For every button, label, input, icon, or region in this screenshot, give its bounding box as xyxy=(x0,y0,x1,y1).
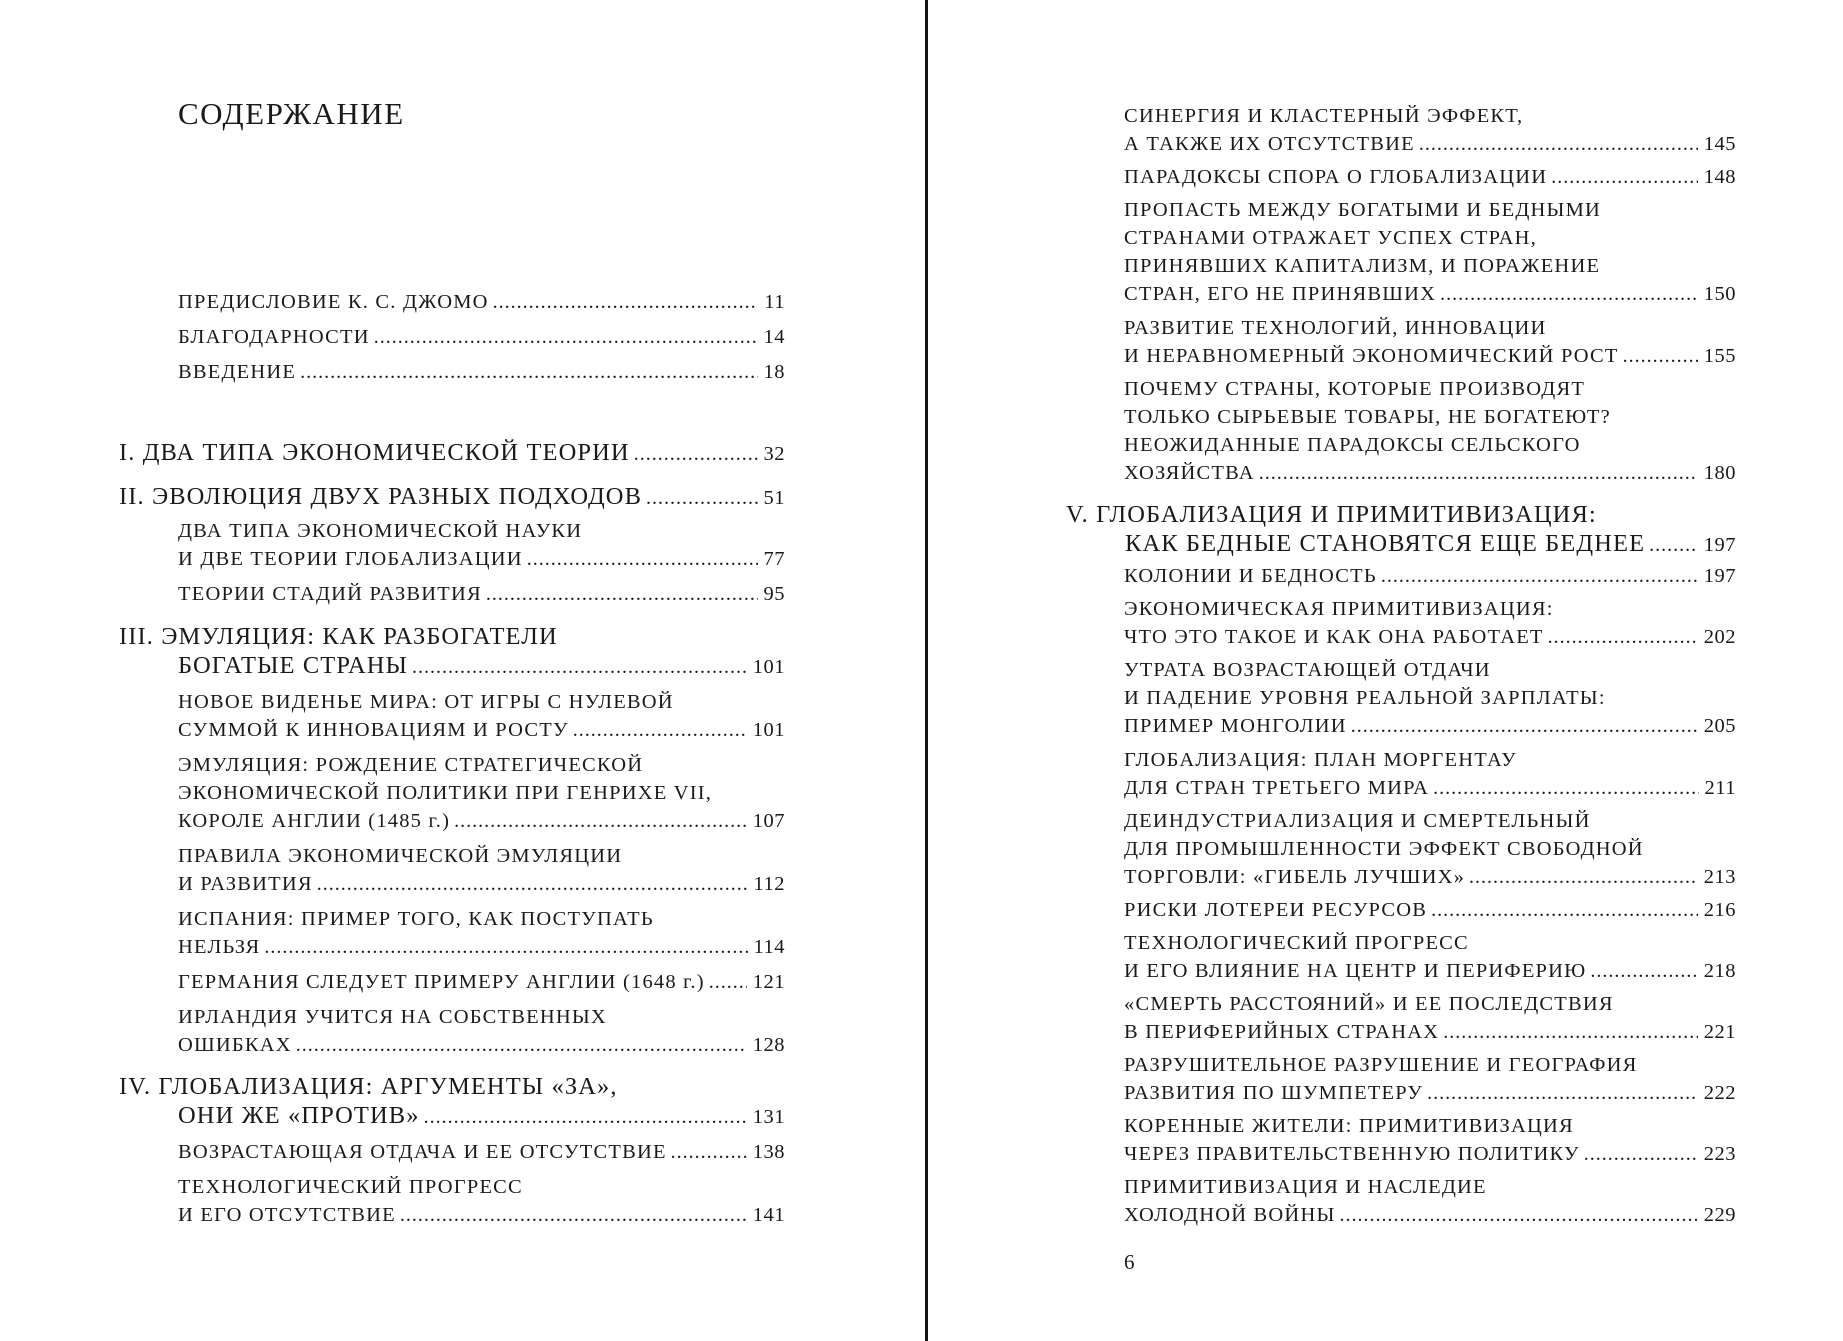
entry-page-number: 141 xyxy=(752,1204,785,1226)
entry-title-line: НЕОЖИДАННЫЕ ПАРАДОКСЫ СЕЛЬСКОГО xyxy=(1124,434,1581,456)
toc-entry[interactable] xyxy=(1124,990,1736,1046)
dot-leader xyxy=(646,484,757,513)
entry-title-line: УТРАТА ВОЗРАСТАЮЩЕЙ ОТДАЧИ xyxy=(1124,659,1491,681)
entry-title-line: КОРОЛЕ АНГЛИИ (1485 г.) xyxy=(178,810,451,832)
entry-title-line: ПОЧЕМУ СТРАНЫ, КОТОРЫЕ ПРОИЗВОДЯТ xyxy=(1124,378,1586,400)
toc-entry[interactable] xyxy=(178,688,785,744)
entry-title-line: СУММОЙ К ИННОВАЦИЯМ И РОСТУ xyxy=(178,719,569,741)
entry-page-number: 216 xyxy=(1703,899,1736,921)
entry-page-number: 222 xyxy=(1703,1082,1736,1104)
dot-leader xyxy=(493,288,759,316)
dot-leader xyxy=(1351,712,1698,740)
toc-entry[interactable] xyxy=(1124,896,1736,924)
entry-title-line: РАЗВИТИЕ ТЕХНОЛОГИЙ, ИННОВАЦИИ xyxy=(1124,317,1547,339)
toc-chapter-1[interactable] xyxy=(119,438,785,469)
dot-leader xyxy=(424,1103,747,1132)
chapter-title-line: IV. ГЛОБАЛИЗАЦИЯ: АРГУМЕНТЫ «ЗА», xyxy=(119,1073,618,1100)
chapter-title-line: БОГАТЫЕ СТРАНЫ xyxy=(178,652,409,679)
toc-entry[interactable] xyxy=(1124,929,1736,985)
entry-page-number: 180 xyxy=(1703,462,1736,484)
entry-page-number: 218 xyxy=(1703,960,1736,982)
entry-title-line: ЧТО ЭТО ТАКОЕ И КАК ОНА РАБОТАЕТ xyxy=(1124,626,1544,648)
entry-title-line: КОЛОНИИ И БЕДНОСТЬ xyxy=(1124,565,1377,587)
toc-chapter-2[interactable] xyxy=(119,482,785,513)
entry-title-line: СТРАНАМИ ОТРАЖАЕТ УСПЕХ СТРАН, xyxy=(1124,227,1537,249)
toc-entry[interactable] xyxy=(1124,196,1736,308)
entry-title-line: ВОЗРАСТАЮЩАЯ ОТДАЧА И ЕЕ ОТСУТСТВИЕ xyxy=(178,1141,667,1163)
chapter-title-line: КАК БЕДНЫЕ СТАНОВЯТСЯ ЕЩЕ БЕДНЕЕ xyxy=(1125,530,1646,557)
entry-title-line: ПРИМИТИВИЗАЦИЯ И НАСЛЕДИЕ xyxy=(1124,1176,1487,1198)
entry-page-number: 128 xyxy=(752,1034,785,1056)
entry-page-number: 95 xyxy=(763,583,785,605)
entry-title-line: А ТАКЖЕ ИХ ОТСУТСТВИЕ xyxy=(1124,133,1415,155)
entry-page-number: 202 xyxy=(1703,626,1736,648)
dot-leader xyxy=(486,580,758,608)
toc-entry[interactable] xyxy=(1124,746,1736,802)
entry-title-line: И ЕГО ОТСУТСТВИЕ xyxy=(178,1204,396,1226)
dot-leader xyxy=(1469,863,1698,891)
toc-entry[interactable] xyxy=(178,751,785,835)
entry-title-line: ВВЕДЕНИЕ xyxy=(178,361,297,383)
entry-page-number: 114 xyxy=(753,936,785,958)
entry-title-line: И ЕГО ВЛИЯНИЕ НА ЦЕНТР И ПЕРИФЕРИЮ xyxy=(1124,960,1587,982)
dot-leader xyxy=(527,545,758,573)
entry-title-line: В ПЕРИФЕРИЙНЫХ СТРАНАХ xyxy=(1124,1021,1440,1043)
entry-title-line: ЭКОНОМИЧЕСКАЯ ПРИМИТИВИЗАЦИЯ: xyxy=(1124,598,1554,620)
entry-title-line: ХОЛОДНОЙ ВОЙНЫ xyxy=(1124,1204,1336,1226)
dot-leader xyxy=(1584,1140,1698,1168)
entry-page-number: 229 xyxy=(1703,1204,1736,1226)
entry-title-line: ИРЛАНДИЯ УЧИТСЯ НА СОБСТВЕННЫХ xyxy=(178,1006,607,1028)
entry-title-line: ПРАВИЛА ЭКОНОМИЧЕСКОЙ ЭМУЛЯЦИИ xyxy=(178,845,623,867)
toc-chapter-5[interactable] xyxy=(1066,500,1736,560)
entry-page-number: 197 xyxy=(1703,534,1736,556)
entry-page-number: 131 xyxy=(752,1106,785,1128)
dot-leader xyxy=(1649,531,1698,560)
dot-leader xyxy=(296,1031,747,1059)
entry-title-line: И НЕРАВНОМЕРНЫЙ ЭКОНОМИЧЕСКИЙ РОСТ xyxy=(1124,345,1619,367)
dot-leader xyxy=(1381,562,1698,590)
entry-page-number: 145 xyxy=(1703,133,1736,155)
chapter-title-line: III. ЭМУЛЯЦИЯ: КАК РАЗБОГАТЕЛИ xyxy=(119,623,558,650)
chapter-title-line: V. ГЛОБАЛИЗАЦИЯ И ПРИМИТИВИЗАЦИЯ: xyxy=(1066,501,1597,528)
dot-leader xyxy=(400,1201,747,1229)
entry-title-line: ЭМУЛЯЦИЯ: РОЖДЕНИЕ СТРАТЕГИЧЕСКОЙ xyxy=(178,754,644,776)
entry-title-line: РАЗВИТИЯ ПО ШУМПЕТЕРУ xyxy=(1124,1082,1424,1104)
entry-title-line: ДЛЯ СТРАН ТРЕТЬЕГО МИРА xyxy=(1124,777,1430,799)
toc-entry[interactable] xyxy=(178,1173,785,1229)
toc-entry[interactable] xyxy=(1124,163,1736,191)
entry-page-number: 197 xyxy=(1703,565,1736,587)
page-number: 6 xyxy=(1124,1250,1135,1274)
dot-leader xyxy=(1551,163,1697,191)
toc-entry[interactable] xyxy=(178,1003,785,1059)
entry-title-line: И РАЗВИТИЯ xyxy=(178,873,313,895)
entry-page-number: 32 xyxy=(763,443,785,465)
entry-title-line: НЕЛЬЗЯ xyxy=(178,936,261,958)
dot-leader xyxy=(1427,1079,1698,1107)
entry-title-line: РАЗРУШИТЕЛЬНОЕ РАЗРУШЕНИЕ И ГЕОГРАФИЯ xyxy=(1124,1054,1638,1076)
entry-title-line: НОВОЕ ВИДЕНЬЕ МИРА: ОТ ИГРЫ С НУЛЕВОЙ xyxy=(178,691,674,713)
toc-entry-preface[interactable] xyxy=(178,288,785,316)
entry-page-number: 138 xyxy=(752,1141,785,1163)
toc-entry[interactable] xyxy=(1124,314,1736,370)
entry-page-number: 77 xyxy=(763,548,785,570)
chapter-title-line: ОНИ ЖЕ «ПРОТИВ» xyxy=(178,1102,420,1129)
toc-entry[interactable] xyxy=(1124,1112,1736,1168)
chapter-title-line: I. ДВА ТИПА ЭКОНОМИЧЕСКОЙ ТЕОРИИ xyxy=(119,439,630,466)
entry-title-line: ОШИБКАХ xyxy=(178,1034,292,1056)
toc-entry[interactable] xyxy=(1124,1051,1736,1107)
entry-page-number: 205 xyxy=(1703,715,1736,737)
entry-page-number: 211 xyxy=(1704,777,1736,799)
entry-title-line: КОРЕННЫЕ ЖИТЕЛИ: ПРИМИТИВИЗАЦИЯ xyxy=(1124,1115,1574,1137)
toc-title: СОДЕРЖАНИЕ xyxy=(178,96,405,131)
entry-title-line: ТЕОРИИ СТАДИЙ РАЗВИТИЯ xyxy=(178,583,482,605)
entry-title-line: И ПАДЕНИЕ УРОВНЯ РЕАЛЬНОЙ ЗАРПЛАТЫ: xyxy=(1124,687,1606,709)
toc-entry[interactable] xyxy=(1124,102,1736,158)
toc-entry[interactable] xyxy=(1124,807,1736,891)
entry-page-number: 150 xyxy=(1703,283,1736,305)
entry-title-line: СТРАН, ЕГО НЕ ПРИНЯВШИХ xyxy=(1124,283,1437,305)
entry-title-line: ИСПАНИЯ: ПРИМЕР ТОГО, КАК ПОСТУПАТЬ xyxy=(178,908,654,930)
entry-title-line: И ДВЕ ТЕОРИИ ГЛОБАЛИЗАЦИИ xyxy=(178,548,523,570)
dot-leader xyxy=(412,653,747,682)
dot-leader xyxy=(709,968,747,996)
entry-title-line: ДВА ТИПА ЭКОНОМИЧЕСКОЙ НАУКИ xyxy=(178,520,583,542)
entry-title-line: ГЛОБАЛИЗАЦИЯ: ПЛАН МОРГЕНТАУ xyxy=(1124,749,1517,771)
entry-title-line: ЭКОНОМИЧЕСКОЙ ПОЛИТИКИ ПРИ ГЕНРИХЕ VII, xyxy=(178,782,713,804)
toc-entry-acknowledgments[interactable] xyxy=(178,323,785,351)
entry-page-number: 51 xyxy=(763,487,785,509)
toc-entry[interactable] xyxy=(1124,375,1736,487)
entry-title-line: БЛАГОДАРНОСТИ xyxy=(178,326,370,348)
entry-page-number: 121 xyxy=(752,971,785,993)
toc-entry[interactable] xyxy=(178,1138,785,1166)
entry-page-number: 101 xyxy=(752,719,785,741)
dot-leader xyxy=(671,1138,747,1166)
entry-title-line: ТОРГОВЛИ: «ГИБЕЛЬ ЛУЧШИХ» xyxy=(1124,866,1466,888)
entry-title-line: ЧЕРЕЗ ПРАВИТЕЛЬСТВЕННУЮ ПОЛИТИКУ xyxy=(1124,1143,1580,1165)
entry-title-line: ПРЕДИСЛОВИЕ К. С. ДЖОМО xyxy=(178,291,489,313)
toc-chapter-3[interactable] xyxy=(119,622,785,682)
dot-leader xyxy=(1548,623,1698,651)
entry-title-line: ДЛЯ ПРОМЫШЛЕННОСТИ ЭФФЕКТ СВОБОДНОЙ xyxy=(1124,838,1644,860)
toc-entry[interactable] xyxy=(178,580,785,608)
entry-page-number: 221 xyxy=(1703,1021,1736,1043)
entry-title-line: СИНЕРГИЯ И КЛАСТЕРНЫЙ ЭФФЕКТ, xyxy=(1124,105,1524,127)
entry-title-line: ТОЛЬКО СЫРЬЕВЫЕ ТОВАРЫ, НЕ БОГАТЕЮТ? xyxy=(1124,406,1611,428)
entry-title-line: ТЕХНОЛОГИЧЕСКИЙ ПРОГРЕСС xyxy=(1124,932,1469,954)
entry-title-line: ПРИНЯВШИХ КАПИТАЛИЗМ, И ПОРАЖЕНИЕ xyxy=(1124,255,1601,277)
entry-page-number: 101 xyxy=(752,656,785,678)
dot-leader xyxy=(1259,459,1698,487)
toc-entry[interactable] xyxy=(1124,1173,1736,1229)
dot-leader xyxy=(1419,130,1698,158)
dot-leader xyxy=(1340,1201,1698,1229)
dot-leader xyxy=(264,933,747,961)
entry-page-number: 107 xyxy=(752,810,785,832)
dot-leader xyxy=(1443,1018,1697,1046)
toc-entry[interactable] xyxy=(1124,656,1736,740)
toc-entry[interactable] xyxy=(1124,562,1736,590)
entry-page-number: 18 xyxy=(763,361,785,383)
dot-leader xyxy=(300,358,757,386)
toc-entry[interactable] xyxy=(178,842,785,898)
dot-leader xyxy=(1623,342,1698,370)
entry-title-line: ПАРАДОКСЫ СПОРА О ГЛОБАЛИЗАЦИИ xyxy=(1124,166,1548,188)
toc-entry[interactable] xyxy=(178,517,785,573)
dot-leader xyxy=(1431,896,1698,924)
entry-title-line: ПРИМЕР МОНГОЛИИ xyxy=(1124,715,1347,737)
toc-entry[interactable] xyxy=(1124,595,1736,651)
entry-title-line: «СМЕРТЬ РАССТОЯНИЙ» И ЕЕ ПОСЛЕДСТВИЯ xyxy=(1124,993,1614,1015)
entry-title-line: ТЕХНОЛОГИЧЕСКИЙ ПРОГРЕСС xyxy=(178,1176,523,1198)
entry-title-line: ХОЗЯЙСТВА xyxy=(1124,462,1255,484)
dot-leader xyxy=(634,440,758,469)
dot-leader xyxy=(1590,957,1697,985)
entry-title-line: ПРОПАСТЬ МЕЖДУ БОГАТЫМИ И БЕДНЫМИ xyxy=(1124,199,1602,221)
toc-entry-introduction[interactable] xyxy=(178,358,785,386)
dot-leader xyxy=(317,870,748,898)
entry-title-line: РИСКИ ЛОТЕРЕИ РЕСУРСОВ xyxy=(1124,899,1428,921)
toc-entry[interactable] xyxy=(178,905,785,961)
entry-page-number: 11 xyxy=(764,291,785,313)
dot-leader xyxy=(573,716,747,744)
entry-page-number: 223 xyxy=(1703,1143,1736,1165)
entry-title-line: ДЕИНДУСТРИАЛИЗАЦИЯ И СМЕРТЕЛЬНЫЙ xyxy=(1124,810,1591,832)
entry-page-number: 148 xyxy=(1703,166,1736,188)
dot-leader xyxy=(454,807,747,835)
chapter-title-line: II. ЭВОЛЮЦИЯ ДВУХ РАЗНЫХ ПОДХОДОВ xyxy=(119,483,643,510)
dot-leader xyxy=(1433,774,1698,802)
toc-entry[interactable] xyxy=(178,968,785,996)
dot-leader xyxy=(1440,280,1698,308)
toc-chapter-4[interactable] xyxy=(119,1072,785,1132)
entry-page-number: 213 xyxy=(1703,866,1736,888)
entry-page-number: 14 xyxy=(763,326,785,348)
entry-page-number: 155 xyxy=(1703,345,1736,367)
entry-page-number: 112 xyxy=(753,873,785,895)
entry-title-line: ГЕРМАНИЯ СЛЕДУЕТ ПРИМЕРУ АНГЛИИ (1648 г.) xyxy=(178,971,705,993)
dot-leader xyxy=(374,323,758,351)
